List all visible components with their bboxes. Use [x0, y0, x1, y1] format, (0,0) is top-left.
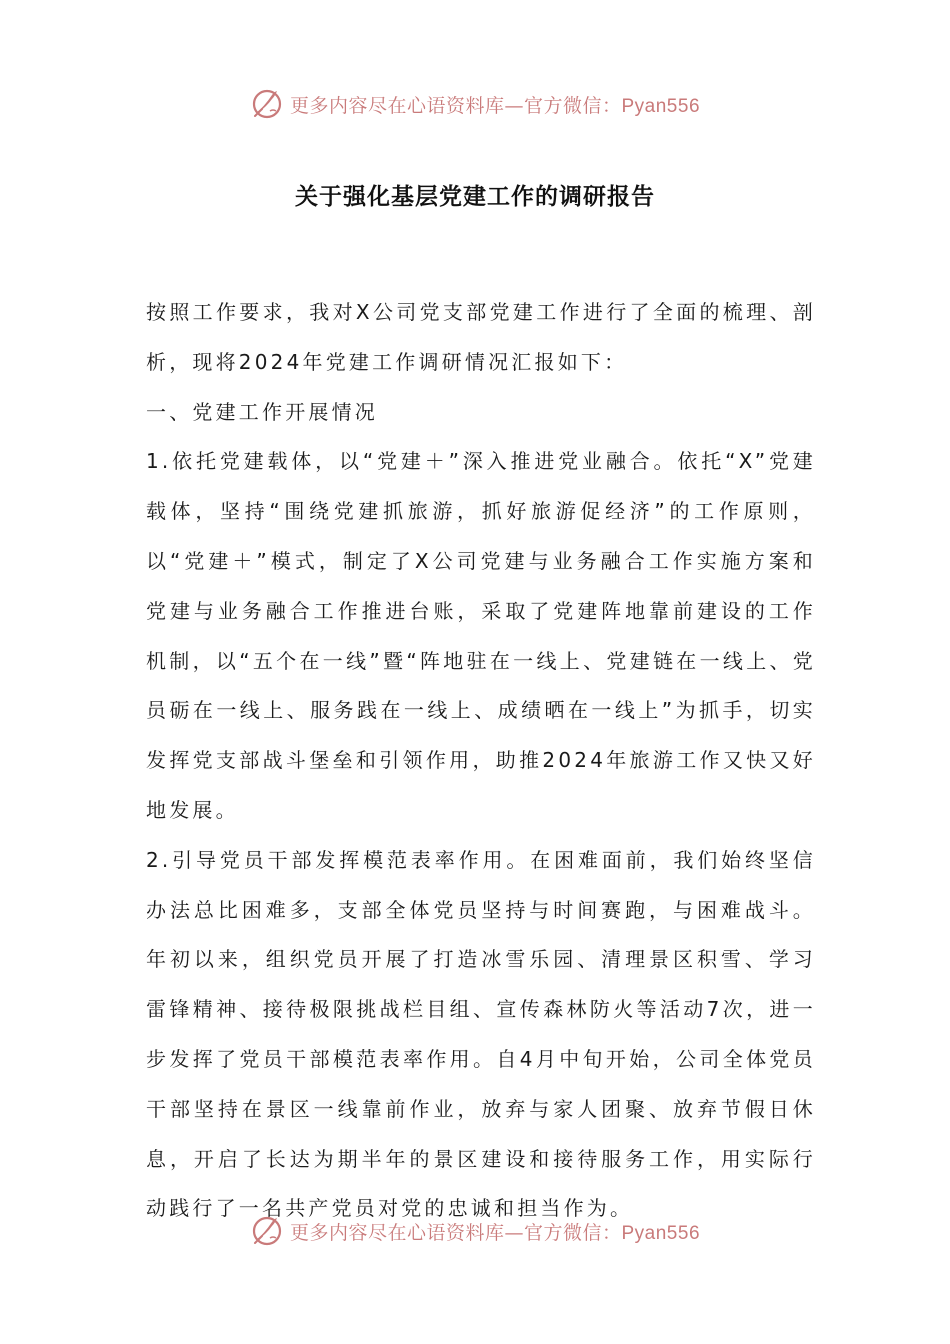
- quill-logo-icon: [250, 1214, 284, 1248]
- header-watermark-banner: [0, 84, 950, 124]
- watermark-text: 更多内容尽在心语资料库—官方微信：Pyan556: [289, 94, 701, 117]
- wechat-id: Pyan556: [621, 1222, 701, 1244]
- footer-watermark-content: [250, 1214, 700, 1248]
- header-watermark-content: [250, 87, 700, 121]
- intro-paragraph: 按照工作要求，我对X公司党支部党建工作进行了全面的梳理、剖析，现将2024年党建工作调研情况汇报如下：: [146, 300, 816, 374]
- body-paragraph-2: 2.引导党员干部发挥模范表率作用。在困难面前，我们始终坚信办法总比困难多，支部全体党员坚持与时间赛跑，与困难战斗。年初以来，组织党员开展了打造冰雪乐园、清理景区积雪、学习雷锋精神、接待极限挑战栏目组、宣传森林防火等活动7次，进一步发挥了党员干部模范表率作用。自4月中旬开始，公司全体党员干部坚持在景区一线靠前作业，放弃与家人团聚、放弃节假日休息，开启了长达为期半年的景区建设和接待服务工作，用实际行动践行了一名共产党员对党的忠诚和担当作为。: [146, 847, 816, 1221]
- watermark-text: 更多内容尽在心语资料库—官方微信：Pyan556: [289, 1221, 701, 1244]
- body-paragraph-1: 1.依托党建载体，以“党建＋”深入推进党业融合。依托“X”党建载体，坚持“围绕党建抓旅游，抓好旅游促经济”的工作原则，以“党建＋”模式，制定了X公司党建与业务融合工作实施方案和党建与业务融合工作推进台账，采取了党建阵地靠前建设的工作机制，以“五个在一线”暨“阵地驻在一线上、党建链在一线上、党员砺在一线上、服务践在一线上、成绩晒在一线上”为抓手，切实发挥党支部战斗堡垒和引领作用，助推2024年旅游工作又快又好地发展。: [146, 449, 816, 822]
- document-title: 关于强化基层党建工作的调研报告: [295, 184, 655, 210]
- footer-watermark-banner: [0, 1211, 950, 1251]
- quill-logo-icon: [250, 87, 284, 121]
- wechat-id: Pyan556: [621, 95, 701, 117]
- document-body: [146, 288, 816, 1234]
- section-heading: 一、党建工作开展情况: [146, 399, 378, 424]
